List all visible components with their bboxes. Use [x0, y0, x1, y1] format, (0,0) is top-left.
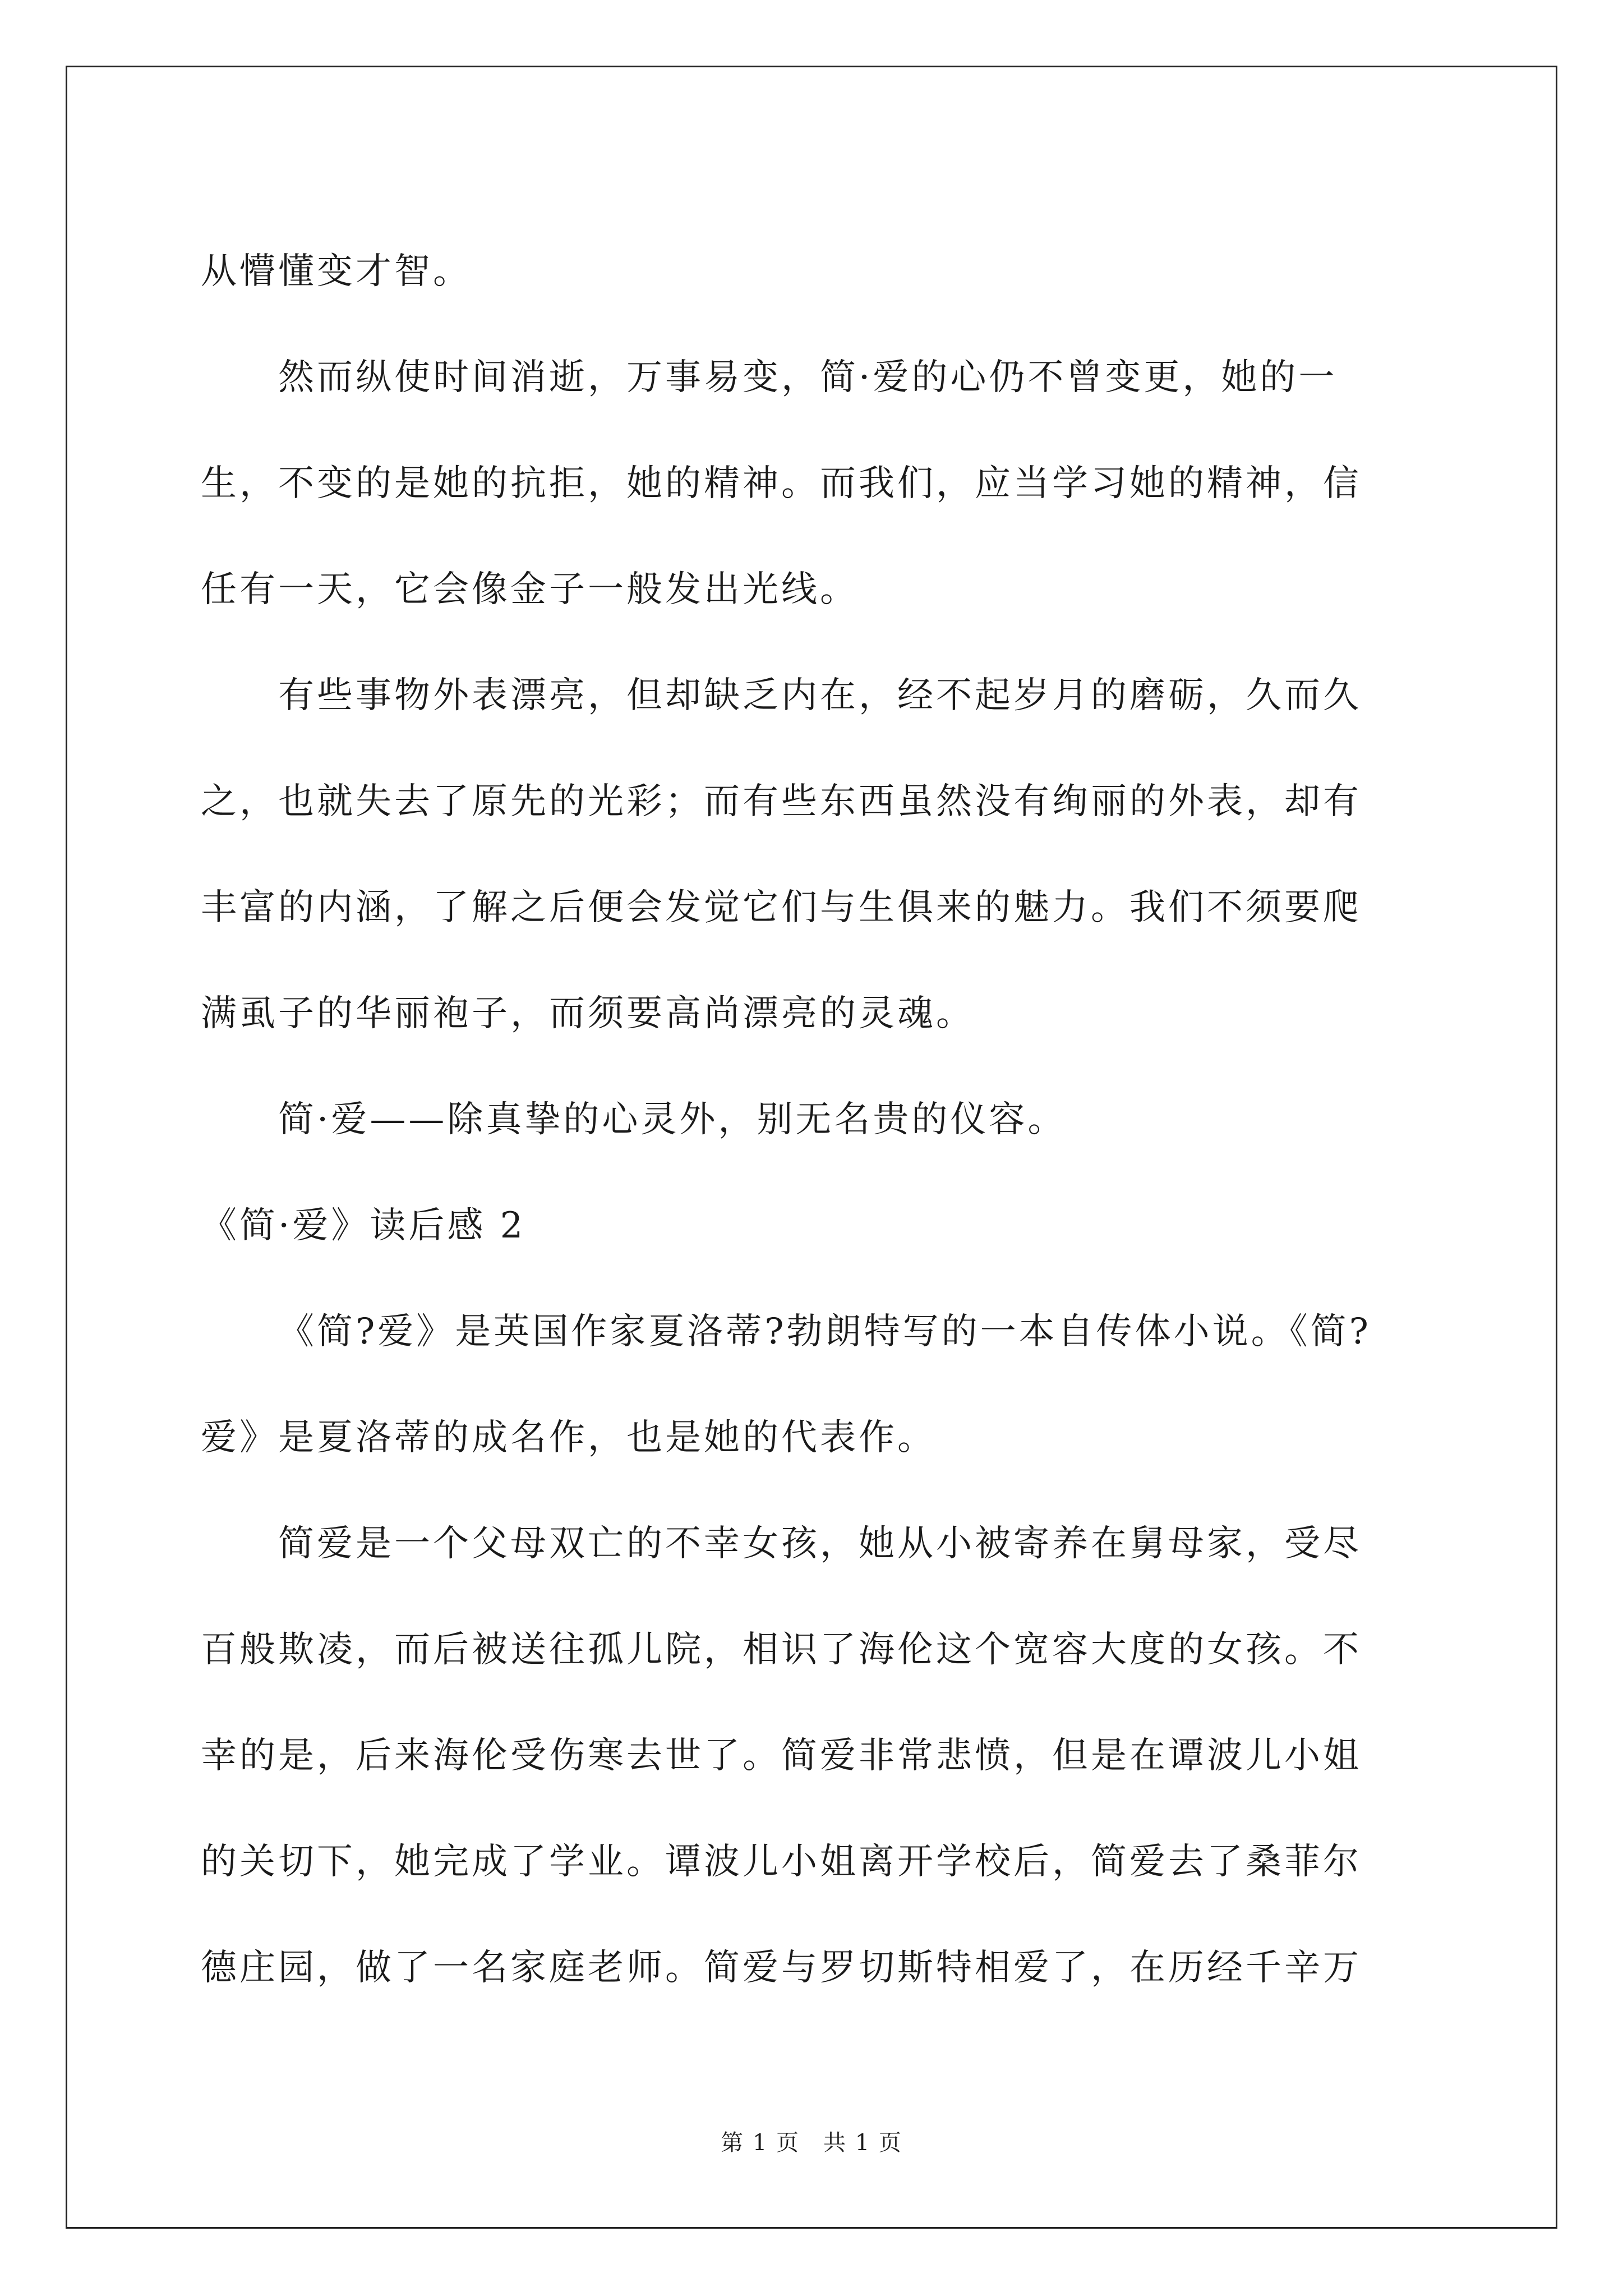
paragraph-line: 百般欺凌，而后被送往孤儿院，相识了海伦这个宽容大度的女孩。不 [201, 1629, 1362, 1671]
paragraph-line: 生，不变的是她的抗拒，她的精神。而我们，应当学习她的精神，信 [201, 463, 1362, 504]
paragraph-line: 的关切下，她完成了学业。谭波儿小姐离开学校后，简爱去了桑菲尔 [201, 1841, 1362, 1883]
paragraph-line: 《简?爱》是英国作家夏洛蒂?勃朗特写的一本自传体小说。《简? [278, 1311, 1371, 1352]
paragraph-1 [201, 219, 1435, 325]
paragraph-line: 有些事物外表漂亮，但却缺乏内在，经不起岁月的磨砺，久而久 [278, 675, 1362, 716]
paragraph-line: 满虱子的华丽袍子，而须要高尚漂亮的灵魂。 [201, 993, 975, 1034]
page-footer: 第 1 页 共 1 页 [721, 2130, 902, 2156]
section-heading: 《简·爱》读后感 2 [201, 1205, 526, 1246]
paragraph-line: 简爱是一个父母双亡的不幸女孩，她从小被寄养在舅母家，受尽 [278, 1523, 1362, 1565]
paragraph-line: 爱》是夏洛蒂的成名作，也是她的代表作。 [201, 1417, 936, 1458]
paragraph-2 [201, 325, 1435, 643]
paragraph-line: 之，也就失去了原先的光彩；而有些东西虽然没有绚丽的外表，却有 [201, 781, 1362, 822]
paragraph-line: 幸的是，后来海伦受伤寒去世了。简爱非常悲愤，但是在谭波儿小姐 [201, 1735, 1362, 1777]
paragraph-4 [201, 1067, 1435, 1173]
paragraph-line: 简·爱——除真挚的心灵外，别无名贵的仪容。 [278, 1099, 1067, 1140]
paragraph-line: 丰富的内涵，了解之后便会发觉它们与生俱来的魅力。我们不须要爬 [201, 887, 1362, 928]
paragraph-line: 从懵懂变才智。 [201, 251, 472, 292]
paragraph-line: 然而纵使时间消逝，万事易变，简·爱的心仍不曾变更，她的一 [278, 357, 1338, 398]
paragraph-3 [201, 643, 1435, 1067]
paragraph-5 [201, 1279, 1435, 1491]
paragraph-6 [201, 1491, 1435, 2021]
paragraph-line: 德庄园，做了一名家庭老师。简爱与罗切斯特相爱了，在历经千辛万 [201, 1947, 1362, 1989]
paragraph-line: 任有一天，它会像金子一般发出光线。 [201, 569, 859, 610]
